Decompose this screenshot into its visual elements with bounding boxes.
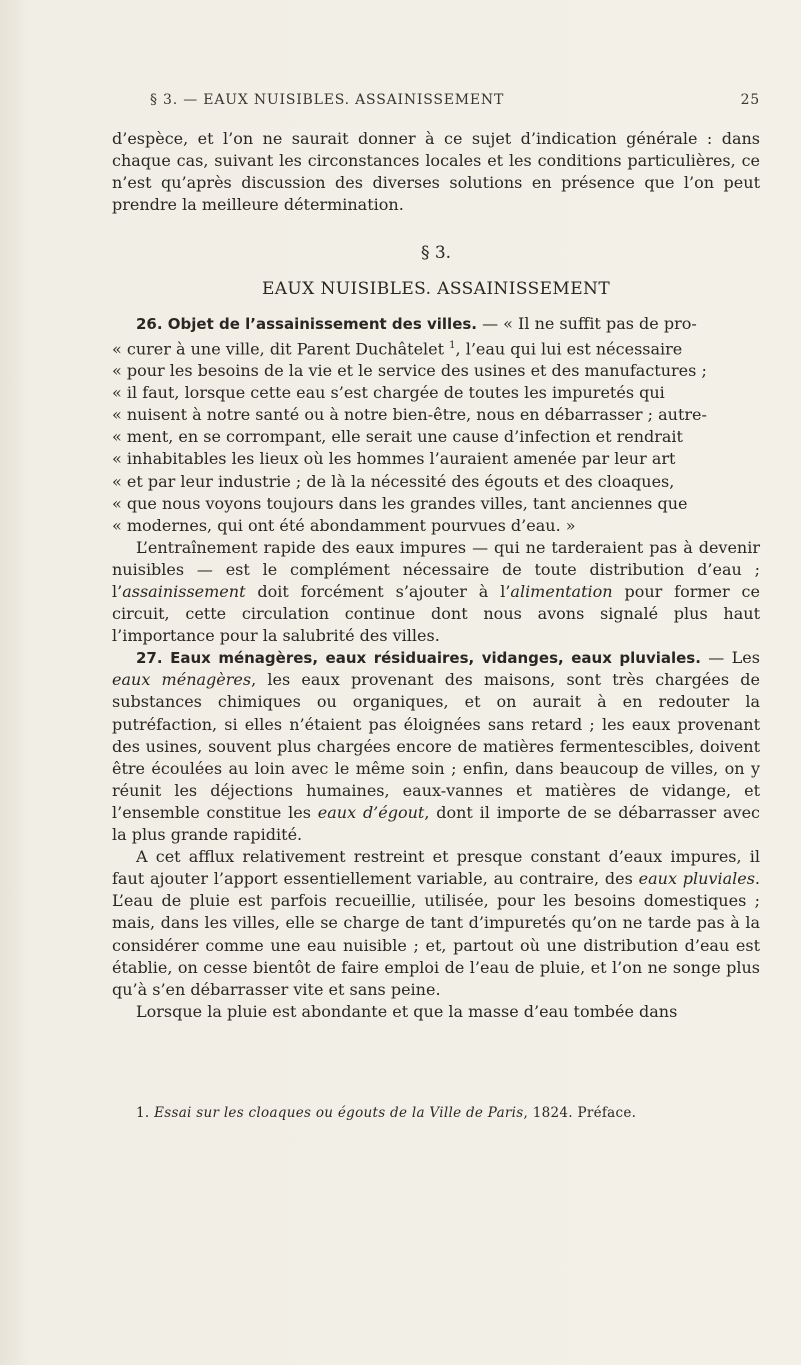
- emphasis-eaux-pluviales: eaux pluviales: [638, 869, 755, 889]
- parent-duchatelet-quote: [112, 335, 760, 537]
- opening-paragraph: d’espèce, et l’on ne saurait donner à ce sujet d’indication générale : dans chaque cas, suivant les circonstances locales et les conditions particulières, ce n’est qu’après discussion des diverses solutions en présence que l’on peut prendre la meilleure détermination.: [112, 129, 760, 215]
- quote-line: « nuisent à notre santé ou à notre bien-être, nous en débarrasser ; autre-: [112, 405, 707, 425]
- quote-line: « pour les besoins de la vie et le service des usines et des manufactures ;: [112, 361, 707, 381]
- footnote-number: 1.: [136, 1105, 150, 1121]
- quote-line: « modernes, qui ont été abondamment pourvues d’eau. »: [112, 515, 576, 535]
- emphasis-assainissement: assainissement: [122, 582, 246, 602]
- article-26-intro: [112, 313, 760, 335]
- article-27-paragraph-2: A cet afflux relativement restreint et presque constant d’eaux impures, il faut ajouter l’apport essentiellement variable, au contraire, des eaux pluviales. L’eau de pluie est parfois recueillie, utilisée, pour les besoins domestiques ; mais, dans les villes, elle se charge de tant d’impuretés qu’on ne tarde pas à la considérer comme une eau nuisible ; et, partout où une distribution d’eau est établie, on cesse bientôt de faire emploi de l’eau de pluie, et l’on ne songe plus qu’à s’en débarrasser vite et sans peine.: [112, 847, 761, 999]
- running-title: § 3. — EAUX NUISIBLES. ASSAINISSEMENT: [150, 92, 505, 108]
- quote-line: « inhabitables les lieux où les hommes l’auraient amenée par leur art: [112, 449, 676, 469]
- article-26-heading: 26. Objet de l’assainissement des villes.: [136, 314, 477, 333]
- section-title: EAUX NUISIBLES. ASSAINISSEMENT: [261, 279, 611, 300]
- main-text: [112, 128, 760, 1023]
- quote-line: « curer à une ville, dit Parent Duchâtelet $^1$, l’eau qui lui est nécessaire: [112, 338, 683, 358]
- article-26-paragraph-2: L’entraînement rapide des eaux impures — qui ne tarderaient pas à devenir nuisibles — est le complément nécessaire de toute distribution d’eau ; l’assainissement doit forcément s’ajouter à l’alimentation pour former ce circuit, cette circulation continue dont nous avons signalé plus haut l’importance pour la salubrité des villes.: [112, 537, 760, 646]
- emphasis-eaux-egout: eaux d’égout: [317, 802, 425, 822]
- quote-line: « et par leur industrie ; de là la nécessité des égouts et des cloaques,: [112, 471, 675, 491]
- quote-line: « ment, en se corrompant, elle serait une cause d’infection et rendrait: [112, 427, 683, 447]
- article-27-paragraph-3: Lorsque la pluie est abondante et que la masse d’eau tombée dans: [136, 1001, 678, 1021]
- footnote-rest: , 1824. Préface.: [523, 1105, 637, 1121]
- running-header: [150, 92, 760, 108]
- quote-line: « que nous voyons toujours dans les grandes villes, tant anciennes que: [112, 493, 688, 513]
- footnote: [136, 1105, 756, 1121]
- emphasis-eaux-menageres: eaux ménagères: [112, 670, 252, 690]
- footnote-title: Essai sur les cloaques ou égouts de la Ville de Paris: [154, 1105, 524, 1121]
- page-number: 25: [740, 92, 760, 108]
- article-27-paragraph-1: 27. Eaux ménagères, eaux résiduaires, vidanges, eaux pluviales. — Les eaux ménagères, les eaux provenant des maisons, sont très chargées de substances chimiques ou organiques, et on aurait à en redouter la putréfaction, si elles n’étaient pas éloignées sans retard ; les eaux provenant des usines, souvent plus chargées encore de matières fermentescibles, doivent être écoulées au loin avec le même soin ; enfin, dans beaucoup de villes, on y réunit les déjections humaines, eaux-vannes et matières de vidange, et l’ensemble constitue les eaux d’égout, dont il importe de se débarrasser avec la plus grande rapidité.: [112, 648, 761, 845]
- article-27-heading: 27. Eaux ménagères, eaux résiduaires, vidanges, eaux pluviales.: [136, 649, 701, 668]
- emphasis-alimentation: alimentation: [510, 582, 613, 602]
- article-26-intro-text: — « Il ne suffit pas de pro-: [477, 313, 697, 333]
- section-sign: § 3.: [420, 243, 452, 264]
- quote-line: « il faut, lorsque cette eau s’est chargée de toutes les impuretés qui: [112, 383, 665, 403]
- footnote-marker: 1: [449, 339, 456, 351]
